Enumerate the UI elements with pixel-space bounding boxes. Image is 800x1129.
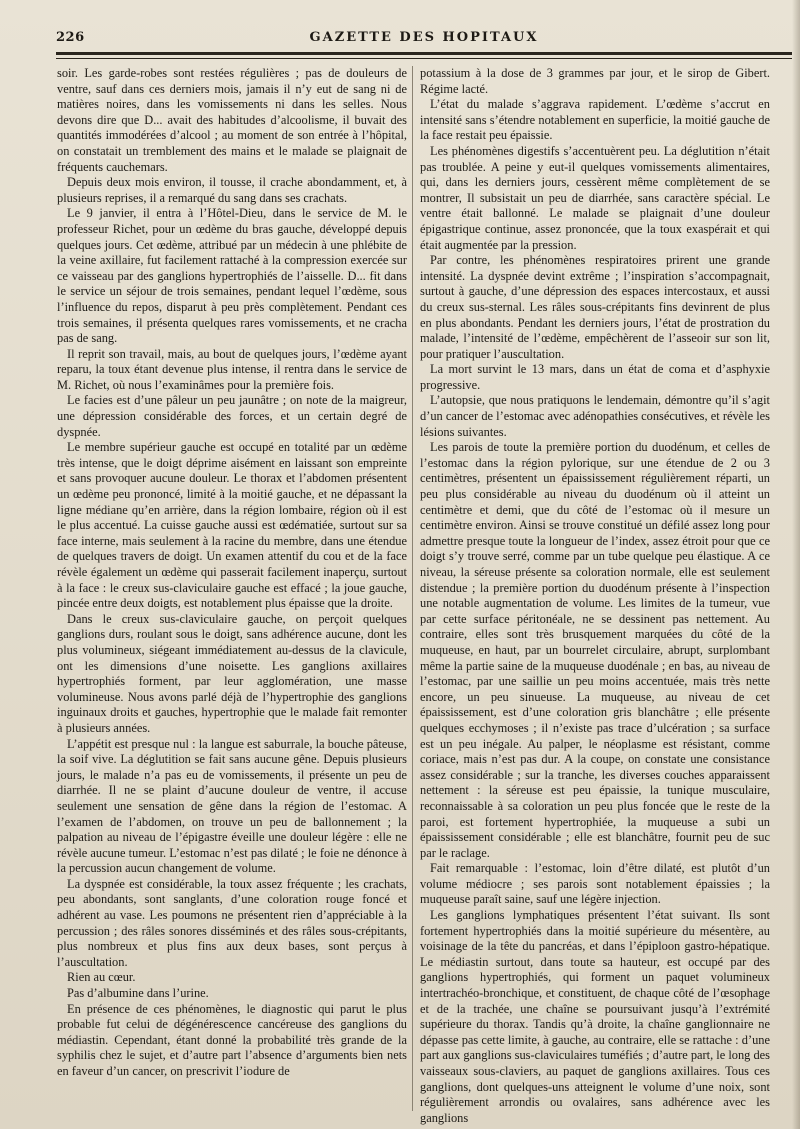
- header-rule-thick: [56, 52, 792, 55]
- paragraph: Le facies est d’une pâleur un peu jaunâtre ; on note de la maigreur, une dépression considérable des forces, et un certain degré de dyspnée.: [57, 393, 407, 439]
- header-rule-thin: [56, 58, 792, 59]
- right-column: [420, 66, 770, 1126]
- paragraph: Pas d’albumine dans l’urine.: [67, 986, 209, 1001]
- paragraph: potassium à la dose de 3 grammes par jour, et le sirop de Gibert. Régime lacté.: [420, 66, 770, 96]
- paragraph: Par contre, les phénomènes respiratoires prirent une grande intensité. La dyspnée devint extrême ; l’inspiration s’accompagnait, surtout à gauche, d’une dépression des espaces intercostaux, et aussi du creux sus-sternal. Les râles sous-crépitants fins devinrent de plus en plus abondants. Pendant les derniers jours, l’état de prostration du malade, l’intensité de l’œdème, empêchèrent de l’asseoir sur son lit, pour pratiquer l’auscultation.: [420, 253, 770, 361]
- paragraph: En présence de ces phénomènes, le diagnostic qui parut le plus probable fut celui de dégénérescence cancéreuse des ganglions du médiastin. Cependant, étant donné la probabilité très grande de la syphilis chez le sujet, et d’autre part l’absence d’arguments bien nets en faveur d’un cancer, on prescrivit l’iodure de: [57, 1001, 407, 1078]
- paragraph: Les parois de toute la première portion du duodénum, et celles de l’estomac dans la région pylorique, sur une étendue de 2 ou 3 centimètres, présentent un épaississement régulièrement réparti, un peu plus considérable au niveau du duodénum où il atteint un centimètre et demi, que du côté de l’estomac où il mesure un centimètre environ. Ainsi se trouve constitué un défilé assez long pour admettre presque toute la longueur de l’index, assez étroit pour que ce doigt s’y trouve serré, comme par un tube quelque peu élastique. A ce niveau, la séreuse présente sa coloration normale, elle est seulement distendue ; la première portion du duodénum présente à l’inspection une notable augmentation de volume. Les limites de la tumeur, vue par cette surface péritonéale, ne se dessinent pas nettement. Au contraire, elles sont très brusquement marquées du côté de la muqueuse, en haut, par un bourrelet circulaire, abrupt, surplombant même la partie saine de la muqueuse duodénale ; en bas, au niveau de l’estomac, par une saillie un peu moins accentuée, mais très nette encore, un peu sinueuse. La muqueuse, au niveau de cet épaississement, est d’une coloration gris blanchâtre ; elle présente quelques ecchymoses ; il n’existe pas trace d’ulcération ; sa surface est un peu inégale. Au palper, le néoplasme est résistant, comme coriace, mais n’est pas dur. A la coupe, on constate une consistance assez considérable ; sur la tranche, les diverses couches apparaissent nettement : la séreuse est peu épaissie, la tunique musculaire, reconnaissable à sa coloration un peu plus foncée que le reste de la paroi, est fortement hypertrophiée, la muqueuse a subi un épaississement considérable ; elle est blanchâtre, fournit peu de suc par le raclage.: [420, 440, 770, 860]
- page-header: [56, 30, 792, 50]
- left-column: [57, 66, 407, 1080]
- paragraph: Les phénomènes digestifs s’accentuèrent peu. La déglutition n’était pas troublée. A peine y eut-il quelques vomissements alimentaires, qui, dans les derniers jours, cessèrent même complètement de se montrer, Il subsistait un peu de diarrhée, sans caractère spécial. Le ventre était ballonné. Le malade se plaignait d’une douleur épigastrique continue, assez prononcée, que la toux exaspérait et qui était augmentée par la pression.: [420, 143, 770, 252]
- paragraph: Le membre supérieur gauche est occupé en totalité par un œdème très intense, que le doigt déprime aisément en laissant son empreinte et sans provoquer aucune douleur. Le thorax et l’abdomen présentent un œdème peu prononcé, limité à la moitié gauche, et ne dépassant la ligne médiane qu’en arrière, dans la région lombaire, région où il est le plus accentué. La cuisse gauche aussi est œdématiée, surtout sur sa face interne, mais seulement à la racine du membre, dans une étendue de quelques travers de doigt. Un examen attentif du cou et de la face révèle également un œdème qui passerait facilement inaperçu, surtout à la face : le creux sus-claviculaire gauche est effacé ; la joue gauche, pincée entre deux doigts, est notablement plus épaisse que la droite.: [57, 440, 407, 611]
- paragraph: Le 9 janvier, il entra à l’Hôtel-Dieu, dans le service de M. le professeur Richet, pour un œdème du bras gauche, développé depuis quelques jours. Cet œdème, attribué par un médecin à une phlébite de la veine axillaire, fut facilement rattaché à la compression exercée sur ce vaisseau par des ganglions hypertrophiés de l’aisselle. D... fit dans le service un séjour de trois semaines, pendant lequel l’œdème, sous l’influence du repos, disparut à peu près complètement. Pendant ces trois semaines, il présenta quelques rares vomissements, et ne cracha pas de sang.: [57, 206, 407, 346]
- page-number: 226: [56, 30, 85, 45]
- paragraph: L’autopsie, que nous pratiquons le lendemain, démontre qu’il s’agit d’un cancer de l’estomac avec adénopathies consécutives, et révèle les lésions suivantes.: [420, 393, 770, 439]
- page-edge-shadow: [792, 0, 800, 1129]
- paragraph: Rien au cœur.: [67, 970, 136, 985]
- paragraph: Depuis deux mois environ, il tousse, il crache abondamment, et, à plusieurs reprises, il a remarqué du sang dans ses crachats.: [57, 175, 407, 205]
- paragraph: Fait remarquable : l’estomac, loin d’être dilaté, est plutôt d’un volume médiocre ; ses parois sont notablement épaissies ; la muqueuse paraît saine, sauf une légère injection.: [420, 861, 770, 907]
- column-divider: [412, 66, 413, 1111]
- paragraph: La mort survint le 13 mars, dans un état de coma et d’asphyxie progressive.: [420, 362, 770, 392]
- paragraph: Les ganglions lymphatiques présentent l’état suivant. Ils sont fortement hypertrophiés dans la moitié supérieure du mésentère, au voisinage de la tête du pancréas, et dans l’épiploon gastro-hépatique. Le médiastin surtout, dans toute sa hauteur, est occupé par des ganglions hypertrophiés, qui forment un paquet volumineux intertrachéo-bronchique, et constituent, de chaque côté de l’œsophage et de la trachée, une chaîne se poursuivant jusqu’à l’extrémité supérieure du thorax. Tandis qu’à droite, la chaîne ganglionnaire ne dépasse pas cette limite, à gauche, au contraire, elle se rattache : d’une part aux ganglions sus-claviculaires tuméfiés ; d’autre part, le long des vaisseaux sous-claviers, au paquet de ganglions axillaires. Tous ces ganglions, dont quelques-uns atteignent le volume d’une noix, sont régulièrement arrondis ou ovalaires, sans adhérence avec les ganglions: [420, 908, 770, 1125]
- paragraph: soir. Les garde-robes sont restées régulières ; pas de douleurs de ventre, sauf dans ces derniers mois, jamais il n’y eut de sang ni de matières noires, dans les vomissements ni dans les selles. Nous devons dire que D... avait des habitudes d’alcoolisme, il buvait des quantités immodérées d’alcool ; au moment de son entrée à l’hôpital, on constatait un tremblement des mains et le malade se plaignait de fréquents cauchemars.: [57, 66, 407, 174]
- paragraph: Il reprit son travail, mais, au bout de quelques jours, l’œdème ayant reparu, la toux étant devenue plus intense, il rentra dans le service de M. Richet, où nous l’examinâmes pour la première fois.: [57, 346, 407, 392]
- publication-title: GAZETTE DES HOPITAUX: [309, 30, 539, 45]
- paragraph: Dans le creux sus-claviculaire gauche, on perçoit quelques ganglions durs, roulant sous le doigt, sans adhérence aucune, dont les plus volumineux, siégeant immédiatement au-dessus de la clavicule, ont les dimensions d’une noisette. Les ganglions axillaires hypertrophiés forment, par leur agglomération, une masse volumineuse. Nous avons parlé déjà de l’hypertrophie des ganglions inguinaux droits et gauches, hypertrophie que le malade fait remonter à plusieurs années.: [57, 611, 407, 735]
- paragraph: L’état du malade s’aggrava rapidement. L’œdème s’accrut en intensité sans s’étendre notablement en superficie, la moitié gauche de la face restait peu épaissie.: [420, 97, 770, 143]
- paragraph: L’appétit est presque nul : la langue est saburrale, la bouche pâteuse, la soif vive. La déglutition se fait sans aucune gêne. Depuis plusieurs jours, le malade n’a pas eu de vomissements, il présente un peu de diarrhée. Il ne se plaint d’aucune douleur de ventre, il accuse seulement une sensation de gêne dans la région de l’estomac. A l’examen de l’abdomen, on trouve un peu de ballonnement ; la palpation au niveau de l’épigastre éveille une douleur légère : elle ne révèle aucune tumeur. L’estomac n’est pas dilaté ; le foie ne dénonce à la percussion aucun changement de volume.: [57, 736, 407, 876]
- paragraph: La dyspnée est considérable, la toux assez fréquente ; les crachats, peu abondants, sont sanglants, d’une coloration rouge foncé et adhérent au vase. Les poumons ne présentent rien d’appréciable à la percussion ; des râles sonores disséminés et des râles sous-crépitants, plus nombreux et plus fins aux deux bases, sont perçus à l’auscultation.: [57, 876, 407, 969]
